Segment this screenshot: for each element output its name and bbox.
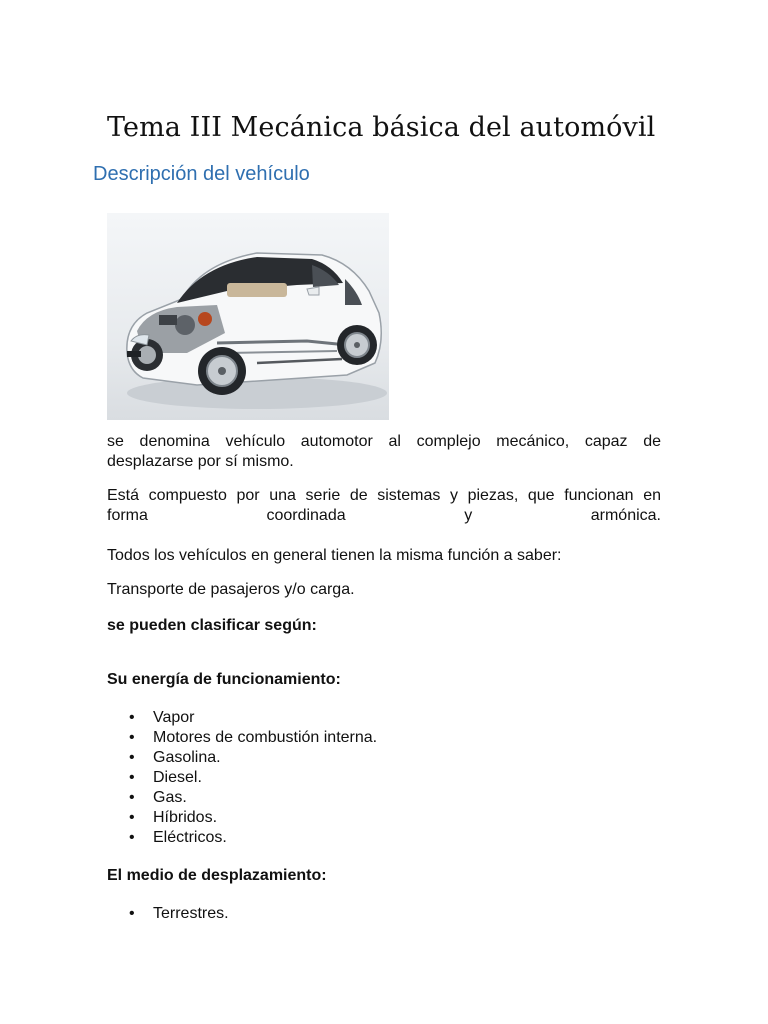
bullet-icon: • — [129, 789, 135, 806]
medium-list — [107, 904, 229, 924]
car-cutaway-image — [107, 213, 389, 420]
paragraph-function: Todos los vehículos en general tienen la misma función a saber: — [107, 547, 562, 564]
list-item: • Híbridos. — [129, 809, 218, 826]
bullet-icon: • — [129, 829, 135, 846]
bullet-icon: • — [129, 769, 135, 786]
bullet-icon: • — [129, 729, 135, 746]
list-item: • Terrestres. — [129, 905, 229, 922]
car-cutaway-illustration-icon — [107, 213, 389, 420]
list-item: • Motores de combustión interna. — [129, 729, 378, 746]
bullet-icon: • — [129, 905, 135, 922]
paragraph-classify: se pueden clasificar según: — [107, 617, 317, 634]
list-item: • Vapor — [129, 709, 195, 726]
paragraph-composition — [107, 486, 661, 526]
energy-list — [107, 708, 377, 848]
paragraph-composition-line-1: Está compuesto por una serie de sistemas y piezas, que funcionan en — [107, 487, 661, 504]
medium-heading: El medio de desplazamiento: — [107, 867, 327, 884]
bullet-icon: • — [129, 749, 135, 766]
bullet-icon: • — [129, 709, 135, 726]
paragraph-transport: Transporte de pasajeros y/o carga. — [107, 581, 355, 598]
paragraph-composition-line-2: forma coordinada y armónica. — [107, 507, 661, 524]
bullet-icon: • — [129, 809, 135, 826]
energy-heading: Su energía de funcionamiento: — [107, 671, 341, 688]
list-item: • Diesel. — [129, 769, 202, 786]
list-item: • Gasolina. — [129, 749, 221, 766]
list-item: • Eléctricos. — [129, 829, 227, 846]
section-heading: Descripción del vehículo — [93, 163, 310, 185]
list-item: • Gas. — [129, 789, 187, 806]
paragraph-intro: se denomina vehículo automotor al complejo mecánico, capaz de desplazarse por sí mismo. — [107, 433, 661, 470]
page-title: Tema III Mecánica básica del automóvil — [107, 112, 656, 143]
